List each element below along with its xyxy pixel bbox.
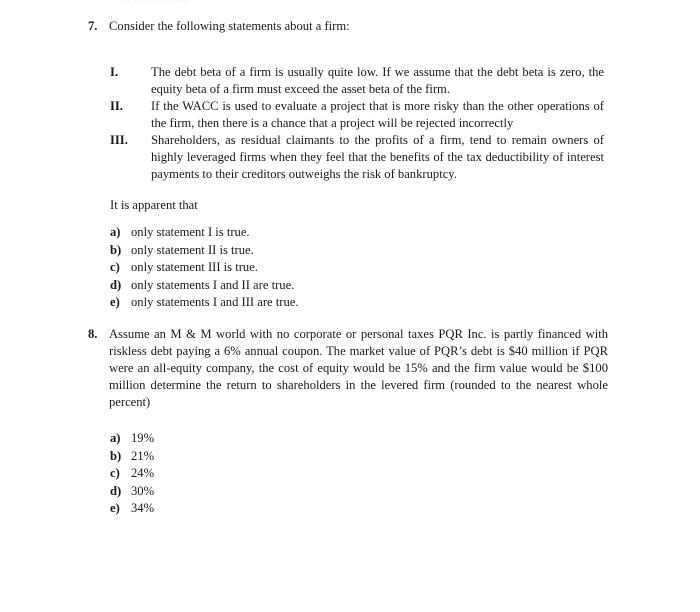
statement-label: I. (110, 65, 119, 79)
question-7-prompt: Consider the following statements about a firm: (109, 19, 350, 33)
option-letter: e) (110, 501, 120, 515)
option-text: 34% (131, 501, 155, 515)
option-a[interactable] (110, 224, 299, 242)
option-text: 24% (131, 466, 155, 480)
option-d[interactable] (110, 483, 154, 501)
option-text: only statement III is true. (131, 260, 258, 274)
statement-ii (110, 98, 604, 132)
question-8 (88, 326, 608, 411)
option-b[interactable] (110, 448, 154, 466)
option-text: 30% (131, 483, 155, 498)
option-text: 19% (131, 431, 155, 445)
statement-text: The debt beta of a firm is usually quite low. If we assume that the debt beta is zero, the equity beta of a firm must exceed the asset beta of the firm. (151, 65, 604, 96)
statement-i (110, 64, 604, 98)
statement-iii (110, 132, 604, 183)
question-7-options (110, 224, 299, 312)
option-letter: c) (110, 466, 120, 480)
statement-label: II. (110, 99, 123, 113)
option-text: 21% (131, 448, 155, 463)
question-7-statements (110, 64, 604, 183)
option-letter: a) (110, 225, 121, 239)
option-letter: a) (110, 431, 121, 445)
option-letter: c) (110, 260, 120, 274)
option-letter: d) (110, 277, 122, 292)
option-e[interactable] (110, 500, 154, 518)
option-letter: e) (110, 295, 120, 309)
question-8-options (110, 430, 154, 518)
option-letter: d) (110, 483, 122, 498)
option-e[interactable] (110, 294, 299, 312)
option-text: only statement I is true. (131, 225, 250, 239)
question-8-prompt: Assume an M & M world with no corporate or personal taxes PQR Inc. is partly financed with riskless debt paying a 6% annual coupon. The market value of PQR’s debt is $40 million if PQR were an all-equity company, the cost of equity would be 15% and the firm value would be $100 million determine the return to shareholders in the levered firm (rounded to the nearest whole percent) (109, 327, 608, 409)
statement-label: III. (110, 133, 128, 147)
option-b[interactable] (110, 242, 299, 260)
option-letter: b) (110, 242, 122, 257)
option-letter: b) (110, 448, 122, 463)
statement-text: If the WACC is used to evaluate a project that is more risky than the other operations of the firm, then there is a chance that a project will be rejected incorrectly (151, 99, 604, 130)
statement-text: Shareholders, as residual claimants to the profits of a firm, tend to remain owners of highly leveraged firms when they feel that the benefits of the tax deductibility of interest payments to their creditors outweighs the risk of bankruptcy. (151, 133, 604, 181)
option-text: only statements I and III are true. (131, 295, 299, 309)
option-c[interactable] (110, 259, 299, 277)
option-text: only statements I and II are true. (131, 277, 295, 292)
question-7-lead: It is apparent that (110, 198, 198, 212)
cut-off-text-fragment (120, 0, 370, 1)
question-8-number: 8. (88, 327, 98, 341)
option-d[interactable] (110, 277, 299, 295)
option-c[interactable] (110, 465, 154, 483)
option-text: only statement II is true. (131, 242, 254, 257)
option-a[interactable] (110, 430, 154, 448)
question-7 (88, 18, 608, 35)
question-7-number: 7. (88, 19, 98, 33)
